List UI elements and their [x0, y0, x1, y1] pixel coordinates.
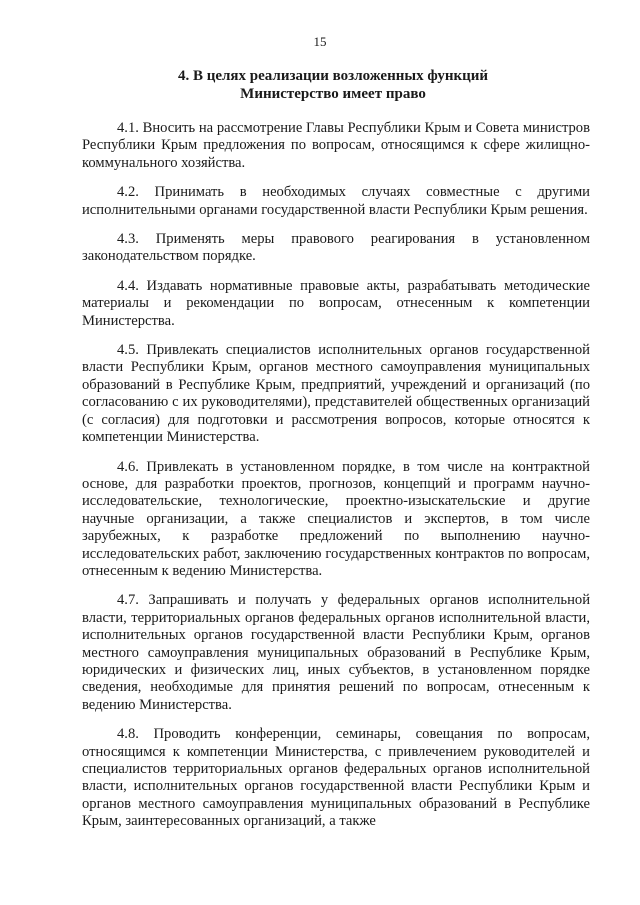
paragraph-4-5: 4.5. Привлекать специалистов исполнительных органов государственной власти Республики Крым, органов местного самоуправления муниципальных образований в Республике Крым, предприятий, учреждений и организаций (по согласованию с их руководителями), представителей общественных организаций (с согласия) для подготовки и рассмотрения вопросов, которые относятся к компетенции Министерства. — [82, 342, 590, 446]
paragraph-4-8: 4.8. Проводить конференции, семинары, совещания по вопросам, относящимся к компетенции Министерства, с привлечением руководителей и специалистов территориальных органов федеральных органов исполнительной власти, исполнительных органов государственной власти Республики Крым и органов местного самоуправления муниципальных образований в Республике Крым, заинтересованных организаций, а также — [82, 726, 590, 830]
paragraph-4-3: 4.3. Применять меры правового реагирования в установленном законодательством порядке. — [82, 231, 590, 265]
page-number: 15 — [313, 34, 327, 49]
paragraph-4-7: 4.7. Запрашивать и получать у федеральных органов исполнительной власти, территориальных органов федеральных органов исполнительной власти, исполнительных органов государственной власти Республики Крым, органов местного самоуправления муниципальных образований в Республике Крым, юридических и физических лиц, иных субъектов, в установленном порядке сведения, необходимые для принятия решений по вопросам, отнесенным к ведению Министерства. — [82, 592, 590, 713]
section-heading-line-1: 4. В целях реализации возложенных функций — [177, 68, 489, 84]
paragraph-4-1: 4.1. Вносить на рассмотрение Главы Республики Крым и Совета министров Республики Крым предложения по вопросам, относящимся к сфере жилищно-коммунального хозяйства. — [82, 120, 590, 171]
paragraph-4-2: 4.2. Принимать в необходимых случаях совместные с другими исполнительными органами государственной власти Республики Крым решения. — [82, 184, 590, 218]
section-heading — [98, 67, 568, 103]
section-heading-line-2: Министерство имеет право — [240, 86, 426, 102]
paragraph-4-6: 4.6. Привлекать в установленном порядке, в том числе на контрактной основе, для разработки проектов, прогнозов, концепций и программ научно-исследовательские, технологические, проектно-изыскательские и другие научные организации, а также специалистов и экспертов, в том числе зарубежных, к разработке предложений по выполнению научно-исследовательских работ, заключению государственных контрактов по вопросам, отнесенным к ведению Министерства. — [82, 458, 590, 579]
paragraph-4-4: 4.4. Издавать нормативные правовые акты, разрабатывать методические материалы и рекомендации по вопросам, отнесенным к компетенции Министерства. — [82, 277, 590, 329]
document-body — [82, 120, 590, 843]
